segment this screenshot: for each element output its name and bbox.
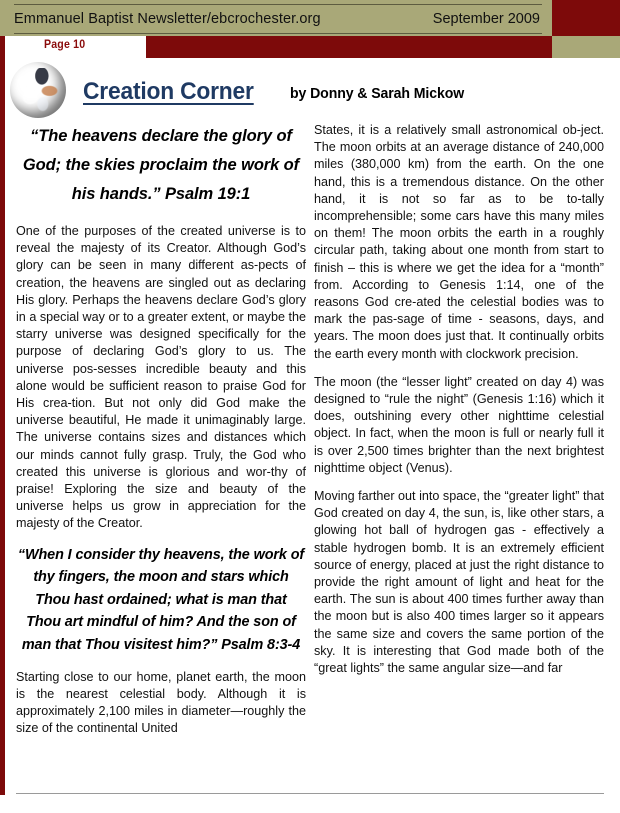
- earth-globe-icon: [10, 62, 66, 118]
- right-column: [314, 122, 604, 677]
- right-paragraph-1: States, it is a relatively small astronomical ob-ject. The moon orbits at an average distance of 240,000 miles (380,000 km) from the earth. On the one hand, this is a tremendous distance. On the other hand, it is not so far as to be to-tally incomprehensible; some cars have this many miles on them! The moon orbits the earth in a roughly circular path, taking about one month from start to finish – this is where we get the idea for a “month” from. According to Genesis 1:14, one of the reasons God cre-ated the celestial bodies was to mark the pas-sage of time - seasons, days, and years. The moon does just that. It continually orbits the earth every month with clockwork precision.: [314, 123, 604, 361]
- article-byline: by Donny & Sarah Mickow: [290, 85, 465, 102]
- page-tab-tan-block: [552, 36, 620, 58]
- page-tab-row: [0, 36, 620, 58]
- masthead-corner-block: [552, 0, 620, 36]
- issue-date: September 2009: [432, 11, 540, 27]
- article-header: [5, 58, 620, 120]
- right-paragraph-3: Moving farther out into space, the “greater light” that God created on day 4, the sun, is, like other stars, a glowing hot ball of hydrogen gas - effectively a stable hydrogen bomb. It is an extremely efficient source of energy, placed at just the right distance to provide the right amount of light and heat for the earth. The sun is about 400 times further away than the moon but is also 400 times larger so it appears the same size and covers the same portion of the sky. It is interesting that God made both of the “great lights” the same angular size—and far: [314, 489, 604, 676]
- masthead-inner: [14, 4, 542, 34]
- newsletter-title: Emmanuel Baptist Newsletter/ebcrochester.org: [14, 11, 321, 27]
- article-title: Creation Corner: [83, 78, 254, 105]
- left-column: [16, 122, 306, 737]
- page-tab-red-band: [146, 36, 552, 58]
- scripture-quote-psalm-19: “The heavens declare the glory of God; the skies proclaim the work of his hands.” Psalm 19:1: [22, 127, 300, 203]
- left-paragraph-1: One of the purposes of the created universe is to reveal the majesty of its Creator. Although God’s glory can be seen in many different as-pects of creation, the heavens are singled out as declaring His glory. Perhaps the heavens declare God’s glory in a special way or to a greater extent, or maybe the starry universe was designed specifically for the purpose of declaring God’s glory to us. The universe pos-sesses incredible beauty and this alone would be sufficient reason to praise God for His crea-tion. But not only did God make the universe beautiful, He made it unimaginably large. The universe contains sizes and distances which our minds cannot fully grasp. Truly, the God who created this universe is glorious and wor-thy of praise! Exploring the size and beauty of the universe helps us grow in appreciation for the majesty of the Creator.: [16, 224, 306, 531]
- scripture-quote-psalm-8: “When I consider thy heavens, the work of thy fingers, the moon and stars which Thou hast ordained; what is man that Thou art mindful of him? And the son of man that Thou visitest him?” Psalm 8:3-4: [17, 546, 305, 654]
- footer-divider: [16, 793, 604, 794]
- left-paragraph-2: Starting close to our home, planet earth, the moon is the nearest celestial body. Although it is approximately 2,100 miles in diameter—roughly the size of the continental United: [16, 669, 306, 736]
- article-columns: [0, 122, 620, 792]
- masthead: [0, 0, 620, 36]
- right-paragraph-2: The moon (the “lesser light” created on day 4) was designed to “rule the night” (Genesis 1:16) which it does, outshining every other nighttime celestial object. In fact, when the moon is full or nearly full it is over 2,500 times brighter than the next brightest nighttime object (Venus).: [314, 374, 604, 475]
- page-number-label: Page 10: [44, 39, 86, 51]
